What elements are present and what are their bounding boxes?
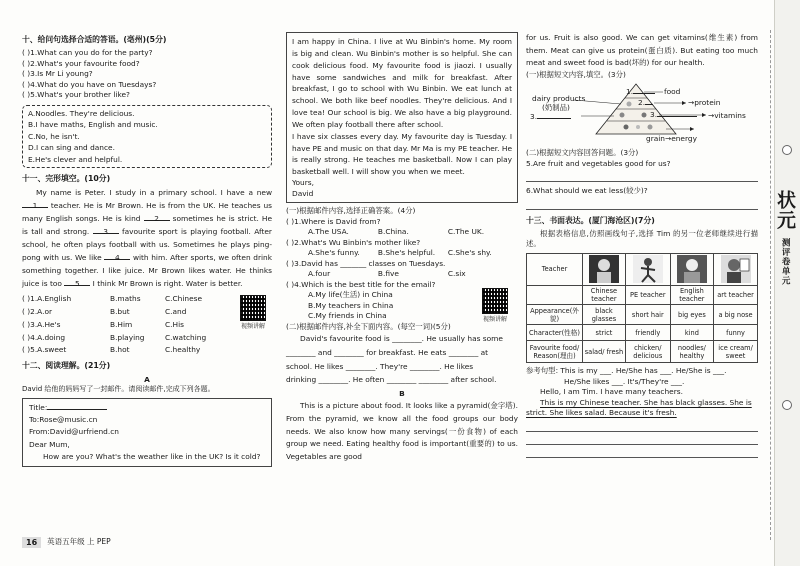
table-cell: Appearance(外貌) [527,305,583,325]
match-question-2: ( )2.What's your favourite food? [22,58,140,68]
email-to: To:Rose@music.cn [29,415,98,425]
reading-q4-option-b: B.My teachers in China [308,300,394,310]
writing-line[interactable] [526,422,758,432]
answer-option-b: B.I have maths, English and music. [28,120,158,130]
answer-option-d: D.I can sing and dance. [28,143,115,153]
reading-q2: ( )2.What's Wu Binbin's mother like? [286,237,421,247]
teacher-info-table [526,253,758,363]
match-question-5: ( )5.What's your brother like? [22,90,130,100]
reading-questions-a [286,206,518,322]
pyramid-dairy-label: dairy products [532,94,586,104]
match-question-1: ( )1.What can you do for the party? [22,48,153,58]
cloze-blank-2[interactable]: 2 [144,213,170,221]
pyramid-blank-3[interactable]: 3. [650,109,697,121]
match-question-3: ( )3.Is Mr Li young? [22,69,93,79]
table-row [527,341,758,363]
table-cell: funny [714,325,758,341]
fill-sentence-3: school. He likes ________. They're ________. He likes [286,361,474,371]
chinese-teacher-picture [589,255,619,283]
writing-line[interactable] [526,448,758,458]
email-body-start: How are you? What's the weather like in the UK? Is it cold? [43,451,261,461]
pyramid-blank-left[interactable]: 3. [530,111,571,123]
answer-options-box [22,105,272,168]
part-b-q5: 5.Are fruit and vegetables good for us? [526,158,671,168]
table-cell: English teacher [670,285,713,304]
answer-line-6[interactable] [526,200,758,210]
reading-q4-option-c: C.My friends in China [308,311,387,321]
writing-line[interactable] [526,435,758,445]
qr-code-label: 视频讲解 [240,322,265,330]
email-paragraph-1: I am happy in China. I live at Wu Binbin's home. My room is big and clean. Wu Binbin's mother is so helpful. She can cook delicious food. My favourite food is jiaozi. I usually have some sandwiches and milk for breakfast. After breakfast, I go to school with Wu Binbin. We eat lunch at school. We both like beef noodles. They're delicious. And I love tea! Our school is big. We also have a big playground. We often play football there after school. [292,37,512,129]
table-cell: strict [583,325,626,341]
section-13-title: 十三、书面表达。(厦门海沧区)(7分) [526,215,655,225]
part-b-q6: 6.What should we eat less(较少)? [526,186,648,196]
footer-label: 英语五年级 上 PEP [47,537,111,547]
table-row [527,325,758,341]
part-a-label: A [144,374,150,384]
sample-line-3: strict. She likes salad. Because it's fresh. [526,408,677,418]
cloze-option-row: ( )5.A.sweet B.hot C.healthy [22,345,201,355]
fill-sentence-4: drinking ________. He often ________ ________ after school. [286,375,497,385]
table-cell: friendly [625,325,670,341]
reference-sentences: 参考句型: This is my ___. He/She has ___. He/She is ___. [526,366,727,376]
part-a-choice-title: (一)根据邮件内容,选择正确答案。(4分) [286,206,416,216]
reading-q1: ( )1.Where is David from? [286,216,381,226]
page-number: 16 [22,537,41,548]
email-header-box [22,398,272,467]
pyramid-blank-1[interactable]: 1. [626,86,655,98]
binder-hole-icon [782,400,792,410]
table-cell: art teacher [714,285,758,304]
sample-line-2: This is my Chinese teacher. She has black glasses. She is [540,397,752,407]
pyramid-food-label: food [664,87,681,97]
reading-q1-options: A.The USA. B.China. C.The UK. [308,227,485,237]
cloze-blank-1[interactable]: 1 [22,200,48,208]
sample-line-1: Hello, I am Tim. I have many teachers. [540,387,683,397]
qr-code-icon[interactable] [482,288,508,314]
table-cell [625,253,670,285]
table-row [527,285,758,304]
cloze-passage: My name is Peter. I study in a primary school. I have a new 1 teacher. He is Mr Brown. He is from the UK. He teaches us many English songs. He is kind 2 sometimes he is strict. He is tall and strong. 3 favourite sport is playing football. After school, he often plays football with us. Sometimes he plays ping-pong with us. We like 4 with him. After sports, we often drink something together. I like juice. Mr Brown likes water. He thinks juice is too 5 I think Mr Brown is right. Water is better. [22,188,272,288]
english-teacher-picture [677,255,707,283]
cloze-option-row: ( )4.A.doing B.playing C.watching [22,332,207,342]
cloze-option-row: ( )2.A.or B.but C.and [22,306,187,316]
match-question-4: ( )4.What do you have on Tuesdays? [22,79,157,89]
binder-hole-icon [782,145,792,155]
table-cell [583,253,626,285]
section-12-title: 十二、阅读理解。(21分) [22,361,111,371]
writing-intro: 根据表格信息,仿照画线句子,选择 Tim 的另一位老师继续进行描述。 [526,228,758,249]
qr-code-icon[interactable] [240,295,266,321]
email-signature: David [292,188,314,198]
cloze-blank-5[interactable]: 5 [64,278,90,286]
reading-q3-options: A.four B.five C.six [308,269,466,279]
table-cell [527,285,583,304]
fill-sentence-1: David's favourite food is ________. He usually has some [300,334,503,344]
brand-subtitle: 测评卷单元 [780,238,791,286]
table-cell: a big nose [714,305,758,325]
table-cell: black glasses [583,305,626,325]
pyramid-blank-2[interactable]: 2. [638,97,653,109]
table-cell: Character(性格) [527,325,583,341]
part-b-label: B [399,389,405,399]
cut-line [770,30,771,540]
column-left [22,32,272,467]
fill-sentence-2: ________ and ________ for breakfast. He eats ________ at [286,348,489,358]
reading-q2-options: A.She's funny. B.She's helpful. C.She's shy. [308,248,492,258]
art-teacher-picture [721,255,751,283]
cloze-blank-3[interactable]: 3 [93,226,119,234]
table-cell [714,253,758,285]
part-a-fill-title: (二)根据邮件内容,补全下面内容。(每空一词)(5分) [286,321,451,331]
table-row [527,253,758,285]
table-cell: PE teacher [625,285,670,304]
table-cell: Chinese teacher [583,285,626,304]
cloze-option-row: ( )3.A.He's B.Him C.His [22,319,184,329]
cloze-options [22,293,272,358]
table-cell: kind [670,325,713,341]
part-b-q1-title: (一)根据短文内容,填空。(3分) [526,69,626,79]
section-10-title: 十、给问句选择合适的答语。(亳州)(5分) [22,35,167,44]
pyramid-grain-label: grain→energy [646,134,697,144]
column-right [526,32,758,458]
section-11-title: 十一、完形填空。(10分) [22,173,111,183]
part-b-q2-title: (二)根据短文内容回答问题。(3分) [526,148,639,158]
table-cell: big eyes [670,305,713,325]
email-from: From:David@urfriend.cn [29,427,119,437]
reading-q4: ( )4.Which is the best title for the email? [286,279,436,289]
reading-q3: ( )3.David has _______ classes on Tuesdays. [286,258,446,268]
cloze-blank-4[interactable]: 4 [104,252,130,260]
answer-option-e: E.He's clever and helpful. [28,154,123,164]
part-b-passage-wrap [286,400,518,465]
table-cell: short hair [625,305,670,325]
part-b-passage: This is a picture about food. It looks like a pyramid(金字塔). From the pyramid, we know all the food groups our body needs. We also know how many servings(一份食物) of each group we need. Eating healthy food is important(重要的) to us. Vegetables are good [286,400,518,462]
answer-line-5[interactable] [526,172,758,182]
reading-q4-option-a: A.My life(生活) in China [308,290,393,300]
email-paragraph-2: I have six classes every day. My favourite day is Tuesday. I have PE and music on that day. Mr Ma is my PE teacher. He is really strong. He teaches me basketball. Now I can play basketball well. I will show you when we meet. [292,131,512,177]
pyramid-dairy-cn-label: (奶制品) [542,103,570,113]
table-cell [670,253,713,285]
email-body-box [286,32,518,203]
answer-option-a: A.Noodles. They're delicious. [28,108,135,118]
page-footer [22,537,111,548]
column-middle [286,32,518,464]
table-header-teacher: Teacher [527,253,583,285]
email-closing: Yours, [292,178,314,188]
answer-option-c: C.No, he isn't. [28,131,80,141]
table-cell: salad/ fresh [583,341,626,363]
reference-sentences-2: He/She likes ___. It's/They're ___. [564,376,685,386]
pyramid-protein-label: →protein [688,98,721,108]
table-cell: Favourite food/ Reason(理由) [527,341,583,363]
table-cell: ice cream/ sweet [714,341,758,363]
qr-code-label: 视频讲解 [482,316,507,324]
cloze-option-row: ( )1.A.English B.maths C.Chinese [22,293,203,303]
pyramid-vitamins-label: →vitamins [708,111,746,121]
table-row [527,305,758,325]
reading-intro: David 给他的妈妈写了一封邮件。请阅读邮件,完成下列各题。 [22,385,215,394]
food-pyramid-diagram [526,82,758,144]
email-salutation: Dear Mum, [29,439,70,449]
table-cell: chicken/ delicious [625,341,670,363]
pe-teacher-picture [633,255,663,283]
email-title-field: Title: [29,402,265,414]
brand-logo: 状元 [774,190,796,230]
part-b-passage-cont: for us. Fruit is also good. We can get vitamins(维生素) from them. Meat can give us protein(蛋白质). But eating too much meat and sweet food is bad(坏的) for our health. [526,33,758,68]
table-cell: noodles/ healthy [670,341,713,363]
